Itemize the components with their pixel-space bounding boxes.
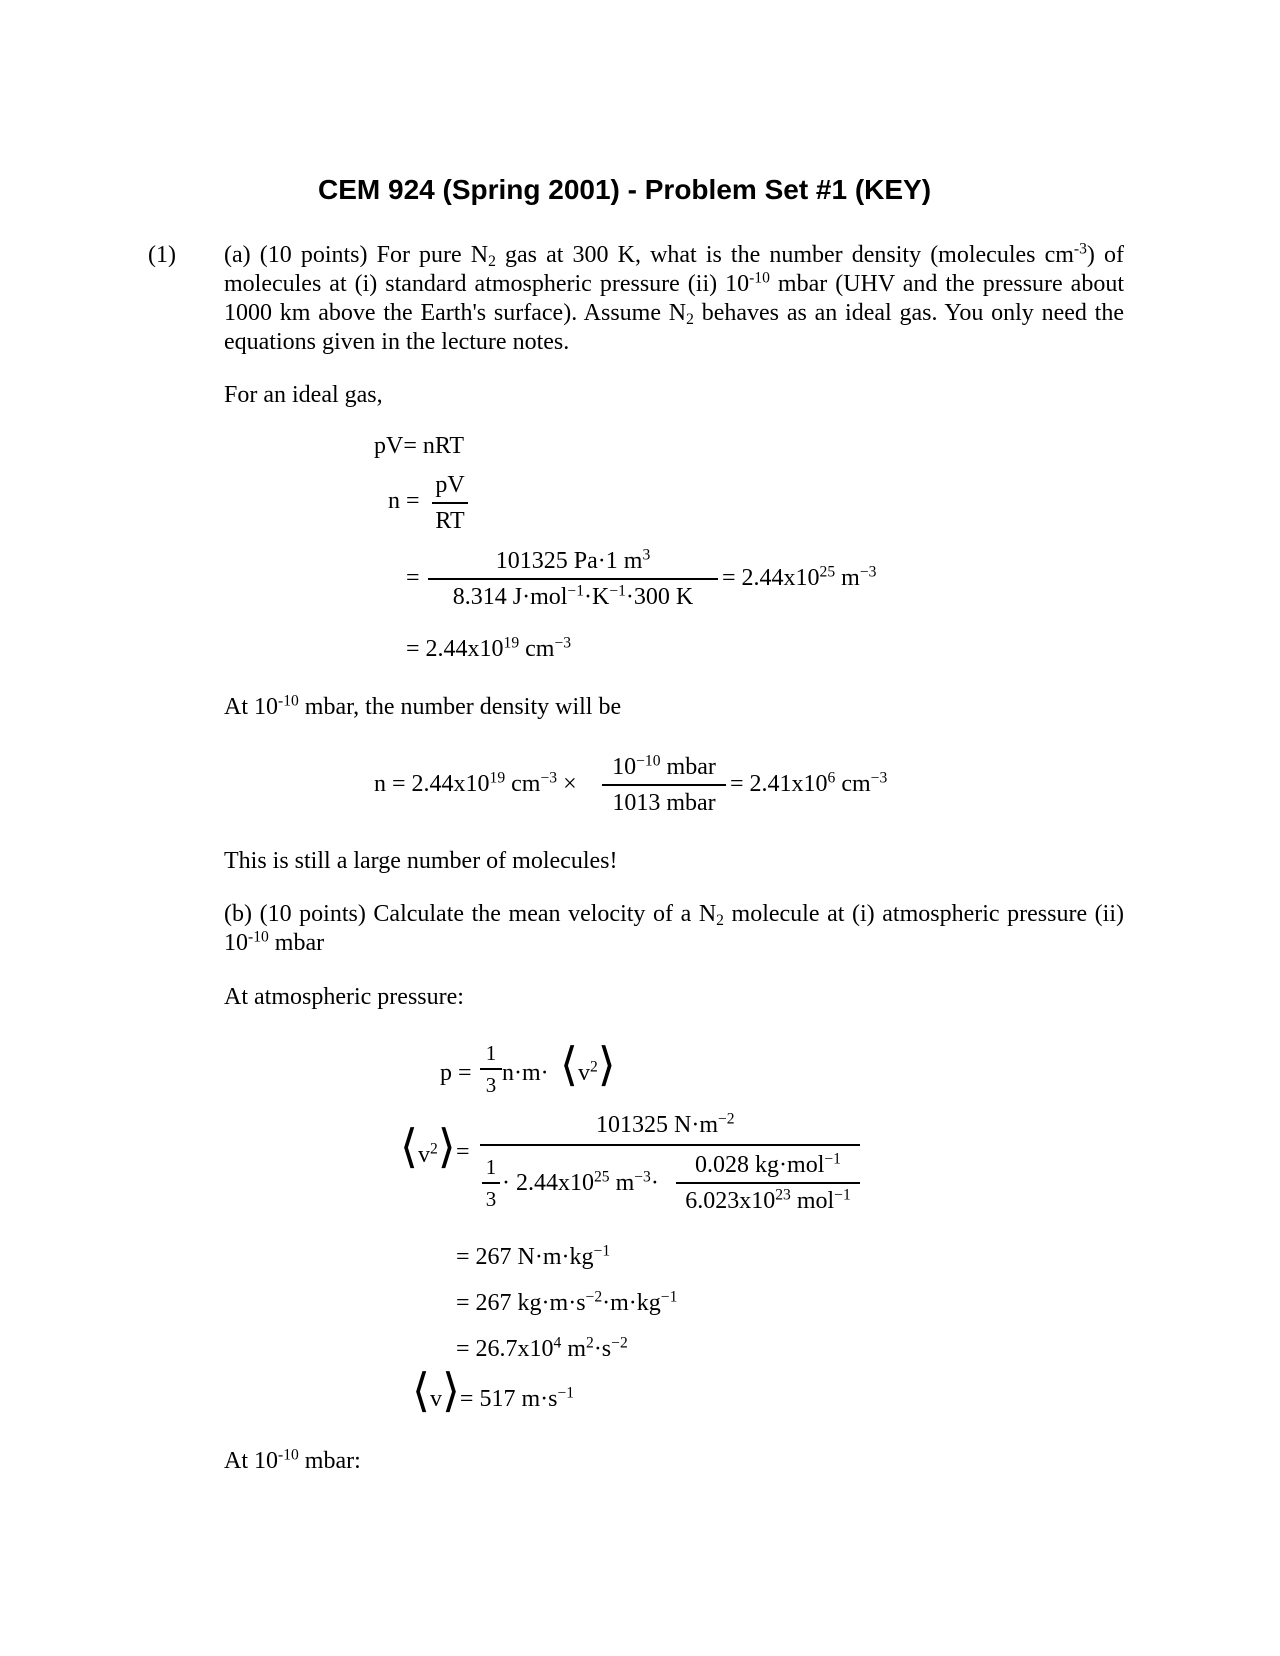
v2-numerator: 101325 $N\cdot m^{-2}$ — [596, 1110, 735, 1138]
v2-density-term: · $2.44x10^{25}$ $m^{-3}\cdot$ — [502, 1168, 659, 1196]
fraction-pv-rt: pV RT — [432, 470, 468, 536]
part-b-question: (b) (10 points) Calculate the mean velocity of a $N_2$ molecule at (i) atmospheric pressure (ii) $10^{-10}$ mbar — [224, 901, 1125, 956]
equation-uhv-lhs: $n = 2.44x10^{19}$ $cm^{-3}$ × — [374, 769, 577, 797]
result-v2-step1: = 267 $N\cdot m\cdot kg^{-1}$ — [456, 1242, 611, 1270]
equation-ideal-gas: pV= nRT — [374, 433, 465, 459]
ideal-gas-label: For an ideal gas, — [224, 382, 383, 408]
fraction-one-third: 1 3 — [480, 1040, 502, 1098]
uhv-intro: At $10^{-10}$ mbar, the number density will be — [224, 692, 622, 720]
atmospheric-label: At atmospheric pressure: — [224, 984, 464, 1010]
fraction-number-density: 101325 Pa·1 $m^3$ 8.314 $J\cdot mol^{-1}\cdot K^{-1}\cdot 300$ K — [428, 546, 718, 612]
equation-v2-equals: = — [456, 1139, 470, 1165]
equation-pressure-lhs: p = — [440, 1060, 472, 1086]
uhv-part-b-label: At $10^{-10}$ mbar: — [224, 1446, 361, 1474]
still-large-note: This is still a large number of molecules! — [224, 848, 618, 874]
result-number-density-m3: = $2.44x10^{25}$ $m^{-3}$ — [722, 563, 877, 591]
result-number-density-cm3: = $2.44x10^{19}$ $cm^{-3}$ — [406, 634, 572, 662]
equation-calc-equals: = — [406, 565, 420, 591]
result-v2-step3: = $26.7x10^4$ $m^2\cdot s^{-2}$ — [456, 1334, 628, 1362]
fraction-molecular-mass: 0.028 kg·mol$^{-1}$ $6.023x10^{23}$ mol$^{-1}$ — [676, 1150, 860, 1216]
result-v2-step2: = 267 $kg\cdot m\cdot s^{-2}\cdot m\cdot kg^{-1}$ — [456, 1288, 678, 1316]
equation-pressure-rhs: n·m· — [502, 1060, 549, 1086]
page-title: CEM 924 (Spring 2001) - Problem Set #1 (KEY) — [318, 174, 932, 205]
result-mean-velocity: ⟨v⟩= 517 $m\cdot s^{-1}$ — [412, 1365, 575, 1416]
mean-square-velocity: $⟨v^2⟩$ — [560, 1039, 616, 1090]
result-uhv-density: = $2.41x10^6$ $cm^{-3}$ — [730, 769, 888, 797]
problem-number: (1) — [148, 242, 176, 268]
mean-square-velocity-lhs: $⟨v^2⟩$ — [400, 1121, 456, 1172]
part-a-question: (a) (10 points) For pure $N_2$ gas at 300 K, what is the number density (molecules $cm^{-3}$) of molecules at (i) standard atmospheric pressure (ii) $10^{-10}$ mbar (UHV and the pressure about 1000 km above the Earth's surface). Assume $N_2$ behaves as an ideal gas. You only need the equations given in the lecture notes. — [224, 240, 1124, 355]
fraction-one-third-denominator: 1 3 — [482, 1154, 500, 1212]
v2-fraction-bar — [480, 1144, 860, 1146]
equation-n-lhs: n = — [388, 488, 420, 514]
fraction-pressure-ratio: $10^{-10}$ mbar 1013 mbar — [602, 752, 726, 818]
